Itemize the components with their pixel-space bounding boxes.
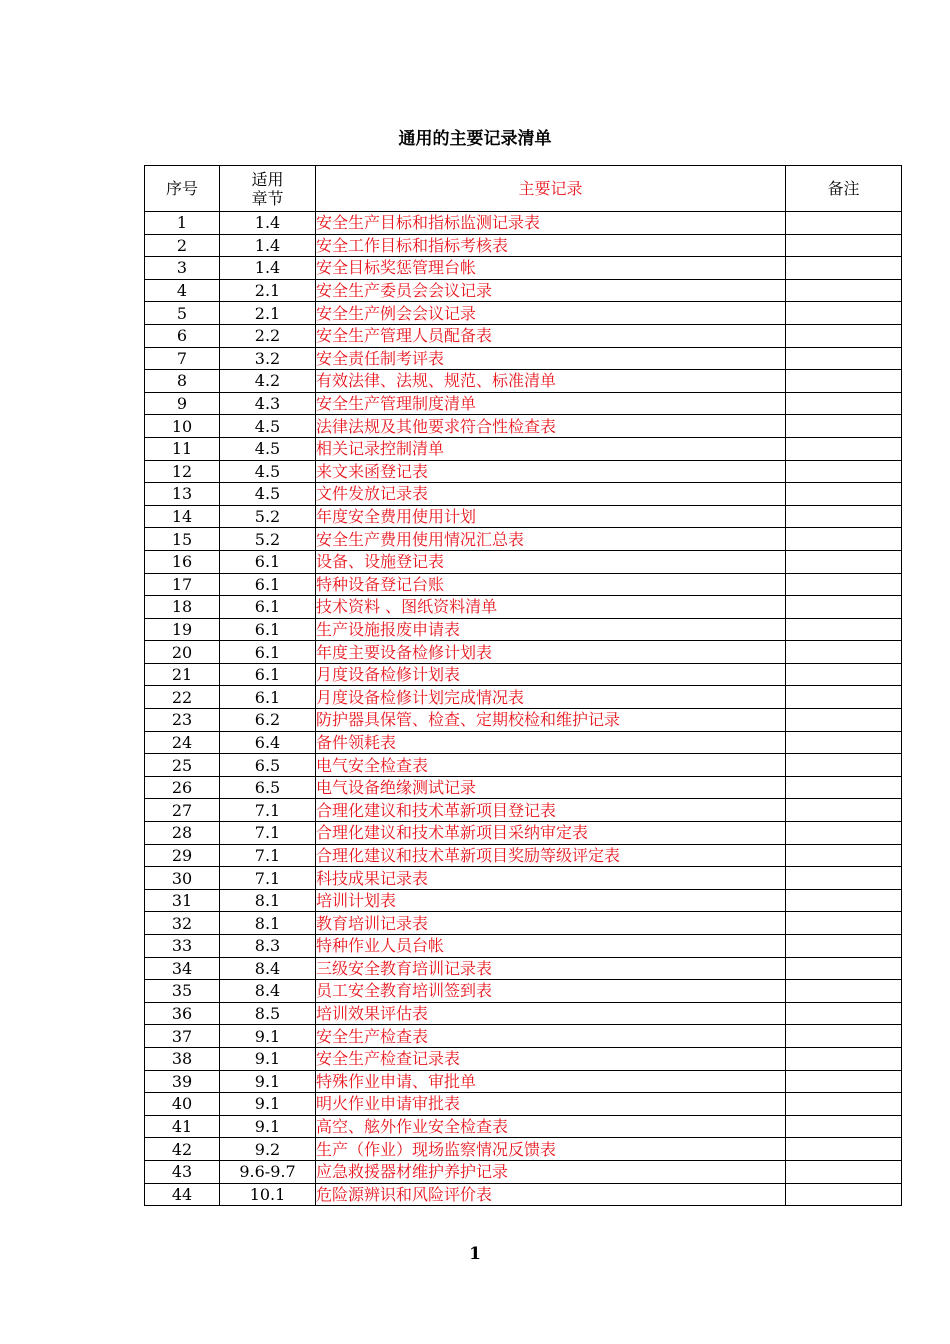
row-record: 安全生产例会会议记录 bbox=[316, 302, 786, 325]
row-record: 合理化建议和技术革新项目采纳审定表 bbox=[316, 822, 786, 845]
table-row bbox=[145, 709, 902, 732]
row-number: 30 bbox=[145, 867, 220, 890]
row-record: 员工安全教育培训签到表 bbox=[316, 980, 786, 1003]
row-remark bbox=[786, 1183, 902, 1206]
table-row bbox=[145, 867, 902, 890]
row-remark bbox=[786, 957, 902, 980]
header-chapter-line2: 章节 bbox=[251, 188, 284, 208]
row-chapter: 8.5 bbox=[220, 1002, 316, 1025]
table-row bbox=[145, 799, 902, 822]
row-chapter: 6.4 bbox=[220, 731, 316, 754]
row-chapter: 5.2 bbox=[220, 528, 316, 551]
row-number: 21 bbox=[145, 663, 220, 686]
row-chapter: 6.1 bbox=[220, 550, 316, 573]
row-record: 防护器具保管、检查、定期校检和维护记录 bbox=[316, 709, 786, 732]
row-record: 有效法律、法规、规范、标准清单 bbox=[316, 370, 786, 393]
row-record: 危险源辨识和风险评价表 bbox=[316, 1183, 786, 1206]
row-record: 教育培训记录表 bbox=[316, 912, 786, 935]
row-remark bbox=[786, 347, 902, 370]
row-record: 年度主要设备检修计划表 bbox=[316, 641, 786, 664]
row-chapter: 7.1 bbox=[220, 822, 316, 845]
table-row bbox=[145, 731, 902, 754]
row-number: 42 bbox=[145, 1138, 220, 1161]
table-row bbox=[145, 1070, 902, 1093]
row-record: 法律法规及其他要求符合性检查表 bbox=[316, 415, 786, 438]
table-row bbox=[145, 279, 902, 302]
row-number: 13 bbox=[145, 483, 220, 506]
row-chapter: 8.4 bbox=[220, 980, 316, 1003]
table-row bbox=[145, 257, 902, 280]
row-remark bbox=[786, 460, 902, 483]
row-record: 备件领耗表 bbox=[316, 731, 786, 754]
row-number: 43 bbox=[145, 1160, 220, 1183]
row-remark bbox=[786, 415, 902, 438]
header-no: 序号 bbox=[145, 166, 220, 212]
table-row bbox=[145, 415, 902, 438]
row-chapter: 1.4 bbox=[220, 234, 316, 257]
row-chapter: 1.4 bbox=[220, 212, 316, 235]
row-remark bbox=[786, 279, 902, 302]
row-number: 23 bbox=[145, 709, 220, 732]
row-remark bbox=[786, 212, 902, 235]
row-remark bbox=[786, 709, 902, 732]
row-record: 培训计划表 bbox=[316, 889, 786, 912]
row-chapter: 7.1 bbox=[220, 799, 316, 822]
row-record: 特殊作业申请、审批单 bbox=[316, 1070, 786, 1093]
row-chapter: 7.1 bbox=[220, 867, 316, 890]
row-chapter: 4.5 bbox=[220, 415, 316, 438]
table-row bbox=[145, 980, 902, 1003]
row-record: 科技成果记录表 bbox=[316, 867, 786, 890]
row-number: 4 bbox=[145, 279, 220, 302]
table-row bbox=[145, 1115, 902, 1138]
row-remark bbox=[786, 528, 902, 551]
row-number: 27 bbox=[145, 799, 220, 822]
table-row bbox=[145, 1183, 902, 1206]
row-chapter: 2.1 bbox=[220, 279, 316, 302]
row-number: 28 bbox=[145, 822, 220, 845]
row-number: 32 bbox=[145, 912, 220, 935]
row-chapter: 9.1 bbox=[220, 1093, 316, 1116]
row-chapter: 6.1 bbox=[220, 641, 316, 664]
row-chapter: 6.1 bbox=[220, 686, 316, 709]
row-number: 19 bbox=[145, 618, 220, 641]
table-row bbox=[145, 957, 902, 980]
row-chapter: 7.1 bbox=[220, 844, 316, 867]
row-remark bbox=[786, 302, 902, 325]
row-remark bbox=[786, 1093, 902, 1116]
row-number: 22 bbox=[145, 686, 220, 709]
row-record: 安全目标奖惩管理台帐 bbox=[316, 257, 786, 280]
row-record: 合理化建议和技术革新项目登记表 bbox=[316, 799, 786, 822]
table-row bbox=[145, 776, 902, 799]
row-chapter: 4.3 bbox=[220, 392, 316, 415]
row-chapter: 9.1 bbox=[220, 1025, 316, 1048]
row-record: 特种作业人员台帐 bbox=[316, 935, 786, 958]
row-remark bbox=[786, 1047, 902, 1070]
row-record: 月度设备检修计划表 bbox=[316, 663, 786, 686]
row-chapter: 9.6-9.7 bbox=[220, 1160, 316, 1183]
row-number: 24 bbox=[145, 731, 220, 754]
row-chapter: 8.3 bbox=[220, 935, 316, 958]
row-chapter: 6.1 bbox=[220, 618, 316, 641]
row-remark bbox=[786, 370, 902, 393]
row-record: 安全生产费用使用情况汇总表 bbox=[316, 528, 786, 551]
row-record: 文件发放记录表 bbox=[316, 483, 786, 506]
row-number: 44 bbox=[145, 1183, 220, 1206]
row-remark bbox=[786, 980, 902, 1003]
row-chapter: 8.1 bbox=[220, 889, 316, 912]
table-row bbox=[145, 234, 902, 257]
row-remark bbox=[786, 324, 902, 347]
row-remark bbox=[786, 686, 902, 709]
row-remark bbox=[786, 1002, 902, 1025]
row-remark bbox=[786, 844, 902, 867]
row-chapter: 3.2 bbox=[220, 347, 316, 370]
row-number: 15 bbox=[145, 528, 220, 551]
row-number: 41 bbox=[145, 1115, 220, 1138]
row-remark bbox=[786, 799, 902, 822]
table-row bbox=[145, 212, 902, 235]
table-row bbox=[145, 437, 902, 460]
row-remark bbox=[786, 257, 902, 280]
row-number: 3 bbox=[145, 257, 220, 280]
row-remark bbox=[786, 596, 902, 619]
row-number: 20 bbox=[145, 641, 220, 664]
row-number: 26 bbox=[145, 776, 220, 799]
row-remark bbox=[786, 867, 902, 890]
table-row bbox=[145, 302, 902, 325]
table-row bbox=[145, 844, 902, 867]
row-record: 电气设备绝缘测试记录 bbox=[316, 776, 786, 799]
row-record: 安全生产检查记录表 bbox=[316, 1047, 786, 1070]
table-row bbox=[145, 754, 902, 777]
table-row bbox=[145, 1025, 902, 1048]
row-remark bbox=[786, 1025, 902, 1048]
table-body bbox=[145, 212, 902, 1206]
row-number: 8 bbox=[145, 370, 220, 393]
row-number: 5 bbox=[145, 302, 220, 325]
row-number: 10 bbox=[145, 415, 220, 438]
row-remark bbox=[786, 234, 902, 257]
row-chapter: 6.5 bbox=[220, 776, 316, 799]
table-row bbox=[145, 889, 902, 912]
row-remark bbox=[786, 1138, 902, 1161]
header-remark: 备注 bbox=[786, 166, 902, 212]
row-record: 月度设备检修计划完成情况表 bbox=[316, 686, 786, 709]
row-record: 来文来函登记表 bbox=[316, 460, 786, 483]
table-row bbox=[145, 912, 902, 935]
row-record: 合理化建议和技术革新项目奖励等级评定表 bbox=[316, 844, 786, 867]
row-remark bbox=[786, 822, 902, 845]
row-number: 38 bbox=[145, 1047, 220, 1070]
row-chapter: 1.4 bbox=[220, 257, 316, 280]
table-row bbox=[145, 1002, 902, 1025]
table-row bbox=[145, 935, 902, 958]
row-number: 25 bbox=[145, 754, 220, 777]
row-remark bbox=[786, 505, 902, 528]
row-record: 安全生产委员会会议记录 bbox=[316, 279, 786, 302]
row-remark bbox=[786, 618, 902, 641]
row-number: 34 bbox=[145, 957, 220, 980]
row-remark bbox=[786, 754, 902, 777]
row-record: 安全生产管理人员配备表 bbox=[316, 324, 786, 347]
row-number: 6 bbox=[145, 324, 220, 347]
row-chapter: 10.1 bbox=[220, 1183, 316, 1206]
row-record: 应急救援器材维护养护记录 bbox=[316, 1160, 786, 1183]
row-number: 12 bbox=[145, 460, 220, 483]
header-record: 主要记录 bbox=[316, 166, 786, 212]
row-record: 设备、设施登记表 bbox=[316, 550, 786, 573]
row-remark bbox=[786, 392, 902, 415]
table-row bbox=[145, 686, 902, 709]
row-chapter: 4.5 bbox=[220, 483, 316, 506]
row-number: 36 bbox=[145, 1002, 220, 1025]
row-chapter: 6.1 bbox=[220, 596, 316, 619]
row-number: 39 bbox=[145, 1070, 220, 1093]
row-number: 29 bbox=[145, 844, 220, 867]
row-record: 安全工作目标和指标考核表 bbox=[316, 234, 786, 257]
header-row bbox=[145, 166, 902, 212]
row-record: 安全生产目标和指标监测记录表 bbox=[316, 212, 786, 235]
row-remark bbox=[786, 1115, 902, 1138]
row-record: 明火作业申请审批表 bbox=[316, 1093, 786, 1116]
row-number: 40 bbox=[145, 1093, 220, 1116]
row-record: 相关记录控制清单 bbox=[316, 437, 786, 460]
row-number: 11 bbox=[145, 437, 220, 460]
row-number: 37 bbox=[145, 1025, 220, 1048]
row-number: 7 bbox=[145, 347, 220, 370]
row-record: 年度安全费用使用计划 bbox=[316, 505, 786, 528]
table-row bbox=[145, 663, 902, 686]
table-row bbox=[145, 596, 902, 619]
row-chapter: 9.1 bbox=[220, 1115, 316, 1138]
table-row bbox=[145, 460, 902, 483]
table-row bbox=[145, 573, 902, 596]
row-chapter: 8.4 bbox=[220, 957, 316, 980]
row-remark bbox=[786, 912, 902, 935]
table-row bbox=[145, 822, 902, 845]
row-record: 技术资料 、图纸资料清单 bbox=[316, 596, 786, 619]
table-row bbox=[145, 1160, 902, 1183]
row-remark bbox=[786, 483, 902, 506]
row-record: 培训效果评估表 bbox=[316, 1002, 786, 1025]
row-chapter: 6.1 bbox=[220, 573, 316, 596]
row-remark bbox=[786, 731, 902, 754]
row-number: 18 bbox=[145, 596, 220, 619]
row-remark bbox=[786, 776, 902, 799]
row-record: 安全责任制考评表 bbox=[316, 347, 786, 370]
table-row bbox=[145, 347, 902, 370]
row-number: 16 bbox=[145, 550, 220, 573]
table-row bbox=[145, 618, 902, 641]
row-number: 2 bbox=[145, 234, 220, 257]
row-number: 33 bbox=[145, 935, 220, 958]
row-chapter: 9.2 bbox=[220, 1138, 316, 1161]
row-record: 生产（作业）现场监察情况反馈表 bbox=[316, 1138, 786, 1161]
document-title: 通用的主要记录清单 bbox=[398, 129, 552, 149]
row-number: 31 bbox=[145, 889, 220, 912]
table-row bbox=[145, 505, 902, 528]
row-chapter: 9.1 bbox=[220, 1047, 316, 1070]
row-record: 安全生产检查表 bbox=[316, 1025, 786, 1048]
table-row bbox=[145, 324, 902, 347]
table-header bbox=[145, 166, 902, 212]
row-record: 三级安全教育培训记录表 bbox=[316, 957, 786, 980]
row-remark bbox=[786, 663, 902, 686]
row-record: 高空、舷外作业安全检查表 bbox=[316, 1115, 786, 1138]
row-chapter: 4.5 bbox=[220, 437, 316, 460]
header-chapter-line1: 适用 bbox=[251, 169, 284, 189]
row-remark bbox=[786, 889, 902, 912]
table-row bbox=[145, 483, 902, 506]
row-remark bbox=[786, 1070, 902, 1093]
row-record: 安全生产管理制度清单 bbox=[316, 392, 786, 415]
row-record: 电气安全检查表 bbox=[316, 754, 786, 777]
row-chapter: 6.2 bbox=[220, 709, 316, 732]
row-chapter: 5.2 bbox=[220, 505, 316, 528]
table-row bbox=[145, 1093, 902, 1116]
row-number: 1 bbox=[145, 212, 220, 235]
header-chapter bbox=[220, 166, 316, 212]
row-chapter: 6.5 bbox=[220, 754, 316, 777]
row-chapter: 4.5 bbox=[220, 460, 316, 483]
row-chapter: 4.2 bbox=[220, 370, 316, 393]
row-chapter: 2.1 bbox=[220, 302, 316, 325]
row-number: 35 bbox=[145, 980, 220, 1003]
row-chapter: 2.2 bbox=[220, 324, 316, 347]
row-remark bbox=[786, 1160, 902, 1183]
row-number: 14 bbox=[145, 505, 220, 528]
row-remark bbox=[786, 641, 902, 664]
table-row bbox=[145, 392, 902, 415]
table-row bbox=[145, 550, 902, 573]
row-number: 9 bbox=[145, 392, 220, 415]
row-remark bbox=[786, 437, 902, 460]
table-row bbox=[145, 528, 902, 551]
row-chapter: 8.1 bbox=[220, 912, 316, 935]
row-record: 特种设备登记台账 bbox=[316, 573, 786, 596]
row-remark bbox=[786, 573, 902, 596]
table-row bbox=[145, 370, 902, 393]
row-record: 生产设施报废申请表 bbox=[316, 618, 786, 641]
row-remark bbox=[786, 550, 902, 573]
page-number: 1 bbox=[469, 1244, 481, 1264]
table-row bbox=[145, 1047, 902, 1070]
row-remark bbox=[786, 935, 902, 958]
table-row bbox=[145, 1138, 902, 1161]
row-number: 17 bbox=[145, 573, 220, 596]
row-chapter: 9.1 bbox=[220, 1070, 316, 1093]
records-table bbox=[144, 165, 902, 1206]
table-row bbox=[145, 641, 902, 664]
row-chapter: 6.1 bbox=[220, 663, 316, 686]
